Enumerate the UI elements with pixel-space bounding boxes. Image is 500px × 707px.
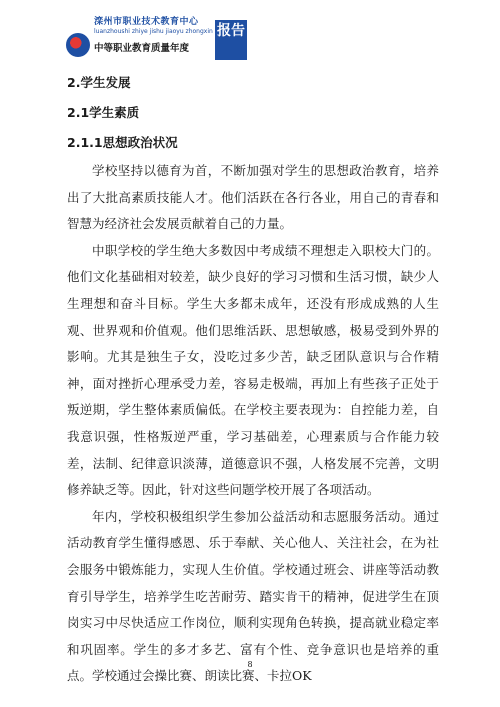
school-logo-icon <box>66 33 90 57</box>
section-heading: 2.学生发展 <box>67 75 131 90</box>
page-header <box>0 0 500 66</box>
org-name: 滦州市职业技术教育中心 <box>94 17 199 27</box>
org-pinyin: luanzhoushi zhiye jishu jiaoyu zhongxin <box>94 28 213 35</box>
page-number: 8 <box>247 660 253 669</box>
report-title: 中等职业教育质量年度 <box>94 43 190 54</box>
document-body <box>67 70 439 690</box>
paragraph: 学校坚持以德育为首，不断加强对学生的思想政治教育，培养出了大批高素质技能人才。他们活跃在各行各业，用自己的青春和智慧为经济社会发展贡献着自己的力量。 <box>67 163 439 232</box>
subsection-heading: 2.1学生素质 <box>67 105 140 120</box>
paragraph: 年内，学校积极组织学生参加公益活动和志愿服务活动。通过活动教育学生懂得感恩、乐于奉献、关心他人、关注社会，在为社会服务中锻炼能力，实现人生价值。学校通过班会、讲座等活动教育引导学生，培养学生吃苦耐劳、踏实肯干的精神，促进学生在顶岗实习中尽快适应工作岗位，顺利实现角色转换，提高就业稳定率和巩固率。学生的多才多艺、富有个性、竞争意识也是培养的重点。学校通过会操比赛、朗读比赛、卡拉OK <box>67 508 439 684</box>
report-badge: 报告 <box>215 20 247 60</box>
paragraph: 中职学校的学生绝大多数因中考成绩不理想走入职校大门的。他们文化基础相对较差，缺少良好的学习习惯和生活习惯，缺少人生理想和奋斗目标。学生大多都未成年，还没有形成成熟的人生观、世界观和价值观。他们思维活跃、思想敏感，极易受到外界的影响。尤其是独生子女，没吃过多少苦，缺乏团队意识与合作精神，面对挫折心理承受力差，容易走极端，再加上有些孩子正处于叛逆期，学生整体素质偏低。在学校主要表现为：自控能力差，自我意识强，性格叛逆严重，学习基础差，心理素质与合作能力较差，法制、纪律意识淡薄，道德意识不强，人格发展不完善，文明修养缺乏等。因此，针对这些问题学校开展了各项活动。 <box>67 242 439 498</box>
subsubsection-heading: 2.1.1思想政治状况 <box>67 135 178 150</box>
header-logo-text <box>94 14 216 58</box>
